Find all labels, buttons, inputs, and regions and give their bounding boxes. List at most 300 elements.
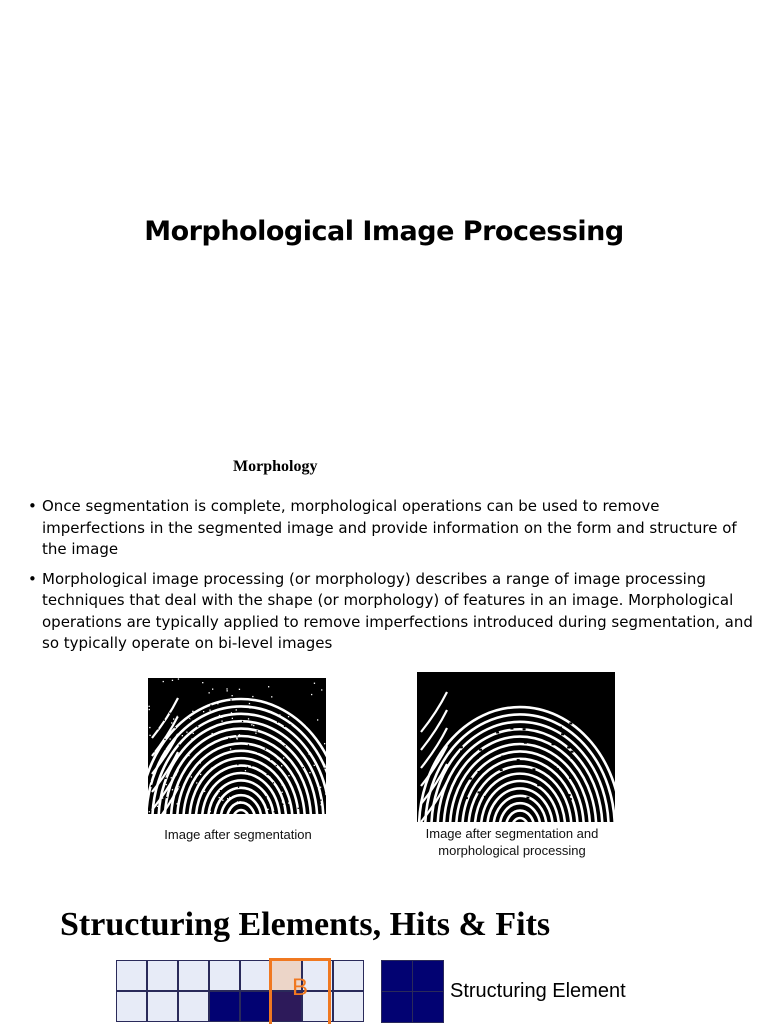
noise-speck bbox=[288, 775, 289, 776]
noise-speck bbox=[193, 733, 194, 734]
noise-speck bbox=[164, 720, 165, 721]
bullet-dot: • bbox=[28, 497, 37, 515]
noise-speck bbox=[253, 725, 254, 726]
ridge-break bbox=[465, 797, 468, 799]
noise-speck bbox=[232, 806, 233, 807]
noise-speck bbox=[283, 691, 284, 692]
noise-speck bbox=[266, 745, 267, 746]
noise-speck bbox=[305, 742, 306, 743]
noise-speck bbox=[149, 709, 150, 710]
ridge-break bbox=[494, 714, 497, 716]
noise-speck bbox=[176, 774, 177, 775]
noise-speck bbox=[221, 717, 222, 718]
caption-line: morphological processing bbox=[438, 843, 586, 858]
noise-speck bbox=[249, 703, 250, 704]
noise-speck bbox=[190, 712, 191, 713]
noise-speck bbox=[248, 774, 249, 775]
noise-speck bbox=[290, 724, 291, 725]
noise-speck bbox=[192, 695, 193, 696]
noise-speck bbox=[239, 689, 240, 690]
noise-speck bbox=[257, 752, 258, 753]
ridge-break bbox=[569, 798, 572, 800]
grid-cell bbox=[116, 960, 147, 991]
noise-speck bbox=[259, 690, 260, 691]
noise-speck bbox=[281, 765, 282, 766]
noise-speck bbox=[232, 738, 233, 739]
noise-speck bbox=[179, 745, 180, 746]
noise-speck bbox=[257, 730, 258, 731]
noise-speck bbox=[168, 723, 169, 724]
noise-speck bbox=[217, 703, 218, 704]
noise-speck bbox=[278, 692, 279, 693]
fingerprint-ridge bbox=[227, 803, 255, 814]
noise-speck bbox=[310, 750, 311, 751]
noise-speck bbox=[322, 702, 323, 703]
noise-speck bbox=[226, 688, 227, 689]
noise-speck bbox=[178, 716, 179, 717]
noise-speck bbox=[196, 782, 197, 783]
noise-speck bbox=[202, 682, 203, 683]
ridge-break bbox=[567, 747, 570, 749]
noise-speck bbox=[283, 757, 284, 758]
noise-speck bbox=[308, 692, 309, 693]
noise-speck bbox=[211, 768, 212, 769]
noise-speck bbox=[193, 698, 194, 699]
noise-speck bbox=[321, 689, 322, 690]
noise-speck bbox=[163, 707, 164, 708]
noise-speck bbox=[231, 712, 232, 713]
ridge-break bbox=[496, 732, 499, 734]
noise-speck bbox=[190, 769, 191, 770]
noise-speck bbox=[208, 754, 209, 755]
noise-speck bbox=[265, 748, 266, 749]
noise-speck bbox=[157, 728, 158, 729]
ridge-break bbox=[526, 797, 529, 799]
grid-cell bbox=[240, 960, 271, 991]
noise-speck bbox=[219, 792, 220, 793]
noise-speck bbox=[264, 697, 265, 698]
noise-speck bbox=[233, 777, 234, 778]
fingerprint-clean-image bbox=[417, 672, 615, 822]
noise-speck bbox=[268, 727, 269, 728]
noise-speck bbox=[172, 700, 173, 701]
noise-speck bbox=[219, 715, 220, 716]
noise-speck bbox=[227, 690, 228, 691]
noise-speck bbox=[243, 750, 244, 751]
ridge-break bbox=[571, 751, 574, 753]
caption-line: Image after segmentation bbox=[164, 827, 312, 842]
ridge-break bbox=[561, 733, 564, 735]
noise-speck bbox=[234, 687, 235, 688]
morphology-heading: Morphology bbox=[233, 458, 318, 475]
noise-speck bbox=[245, 770, 246, 771]
noise-speck bbox=[169, 713, 170, 714]
ridge-break bbox=[521, 717, 524, 719]
noise-speck bbox=[325, 793, 326, 794]
ridge-break bbox=[540, 714, 543, 716]
noise-speck bbox=[280, 750, 281, 751]
fingerprint-ridge bbox=[152, 698, 178, 738]
noise-speck bbox=[236, 735, 237, 736]
fingerprint-ridge bbox=[421, 692, 447, 732]
noise-speck bbox=[191, 701, 192, 702]
structuring-element-cell bbox=[381, 991, 413, 1023]
noise-speck bbox=[204, 791, 205, 792]
noise-speck bbox=[230, 748, 231, 749]
noise-speck bbox=[158, 713, 159, 714]
noise-speck bbox=[171, 777, 172, 778]
ridge-break bbox=[510, 728, 513, 730]
noise-speck bbox=[235, 754, 236, 755]
ridge-break bbox=[532, 768, 535, 770]
structuring-element-cell bbox=[412, 991, 444, 1023]
noise-speck bbox=[173, 718, 174, 719]
noise-speck bbox=[267, 809, 268, 810]
ridge-break bbox=[485, 741, 488, 743]
noise-speck bbox=[261, 767, 262, 768]
noise-speck bbox=[280, 724, 281, 725]
noise-speck bbox=[284, 726, 285, 727]
noise-speck bbox=[210, 811, 211, 812]
noise-speck bbox=[285, 745, 286, 746]
noise-speck bbox=[237, 764, 238, 765]
noise-speck bbox=[236, 709, 237, 710]
grid-cell bbox=[333, 960, 364, 991]
noise-speck bbox=[176, 803, 177, 804]
noise-speck bbox=[245, 723, 246, 724]
noise-speck bbox=[210, 705, 211, 706]
noise-speck bbox=[312, 691, 313, 692]
noise-speck bbox=[288, 802, 289, 803]
noise-speck bbox=[306, 807, 307, 808]
noise-speck bbox=[317, 759, 318, 760]
noise-speck bbox=[192, 720, 193, 721]
noise-speck bbox=[149, 811, 150, 812]
section-heading: Structuring Elements, Hits & Fits bbox=[60, 906, 551, 943]
ridge-break bbox=[569, 777, 572, 779]
noise-speck bbox=[260, 728, 261, 729]
noise-speck bbox=[167, 743, 168, 744]
structuring-element-label: Structuring Element bbox=[450, 980, 626, 1002]
noise-speck bbox=[226, 729, 227, 730]
ridge-break bbox=[535, 735, 538, 737]
noise-speck bbox=[268, 716, 269, 717]
noise-speck bbox=[319, 738, 320, 739]
fingerprint-clean-drawing bbox=[417, 672, 615, 822]
noise-speck bbox=[165, 765, 166, 766]
structuring-element-cell bbox=[412, 960, 444, 992]
noise-speck bbox=[152, 722, 153, 723]
noise-speck bbox=[222, 800, 223, 801]
noise-speck bbox=[312, 701, 313, 702]
noise-speck bbox=[203, 762, 204, 763]
ridge-break bbox=[552, 743, 555, 745]
noise-speck bbox=[162, 804, 163, 805]
noise-speck bbox=[191, 776, 192, 777]
fingerprint-ridge bbox=[506, 811, 534, 822]
grid-cell bbox=[209, 960, 240, 991]
noise-speck bbox=[182, 735, 183, 736]
noise-speck bbox=[163, 687, 164, 688]
noise-speck bbox=[317, 678, 318, 679]
noise-speck bbox=[222, 730, 223, 731]
noise-speck bbox=[320, 804, 321, 805]
noise-speck bbox=[235, 716, 236, 717]
noise-speck bbox=[165, 778, 166, 779]
structuring-element bbox=[381, 960, 445, 1024]
noise-speck bbox=[191, 738, 192, 739]
noise-speck bbox=[151, 786, 152, 787]
noise-speck bbox=[248, 718, 249, 719]
noise-speck bbox=[179, 770, 180, 771]
grid-cell bbox=[178, 960, 209, 991]
noise-speck bbox=[283, 706, 284, 707]
noise-speck bbox=[239, 734, 240, 735]
ridge-break bbox=[501, 756, 504, 758]
noise-speck bbox=[239, 801, 240, 802]
noise-speck bbox=[169, 800, 170, 801]
noise-speck bbox=[172, 789, 173, 790]
ridge-break bbox=[571, 757, 574, 759]
ridge-break bbox=[460, 746, 463, 748]
noise-speck bbox=[290, 696, 291, 697]
grid-cell bbox=[333, 991, 364, 1022]
noise-speck bbox=[306, 725, 307, 726]
noise-speck bbox=[271, 696, 272, 697]
grid-cell bbox=[147, 991, 178, 1022]
noise-speck bbox=[237, 801, 238, 802]
noise-speck bbox=[267, 774, 268, 775]
noise-speck bbox=[180, 688, 181, 689]
noise-speck bbox=[259, 713, 260, 714]
noise-speck bbox=[282, 804, 283, 805]
noise-speck bbox=[164, 739, 165, 740]
noise-speck bbox=[318, 722, 319, 723]
noise-speck bbox=[276, 765, 277, 766]
noise-speck bbox=[269, 776, 270, 777]
fingerprint-ridge bbox=[444, 737, 596, 822]
noise-speck bbox=[160, 735, 161, 736]
noise-speck bbox=[148, 744, 149, 745]
noise-speck bbox=[298, 788, 299, 789]
noise-speck bbox=[186, 732, 187, 733]
noise-speck bbox=[170, 731, 171, 732]
grid-cell bbox=[116, 991, 147, 1022]
noise-speck bbox=[230, 810, 231, 811]
grid-cell bbox=[147, 960, 178, 991]
noise-speck bbox=[200, 774, 201, 775]
figure-caption-2 bbox=[392, 825, 632, 859]
noise-speck bbox=[188, 731, 189, 732]
bullet-text: Morphological image processing (or morphology) describes a range of image processing techniques that deal with the shape (or morphology) of features in an image. Morphological operations are typically applied to remove imperfections introduced during segmentation, and so typically operate on bi-level images bbox=[42, 569, 753, 652]
ridge-break bbox=[500, 769, 503, 771]
noise-speck bbox=[279, 714, 280, 715]
noise-speck bbox=[283, 687, 284, 688]
noise-speck bbox=[237, 738, 238, 739]
noise-speck bbox=[227, 798, 228, 799]
noise-speck bbox=[319, 761, 320, 762]
bullet-list bbox=[28, 496, 758, 663]
noise-speck bbox=[219, 797, 220, 798]
noise-speck bbox=[220, 790, 221, 791]
noise-speck bbox=[304, 708, 305, 709]
ridge-break bbox=[460, 751, 463, 753]
ridge-break bbox=[556, 768, 559, 770]
noise-speck bbox=[250, 802, 251, 803]
noise-speck bbox=[189, 719, 190, 720]
noise-speck bbox=[277, 758, 278, 759]
ridge-break bbox=[479, 749, 482, 751]
noise-speck bbox=[274, 811, 275, 812]
noise-speck bbox=[174, 698, 175, 699]
noise-speck bbox=[265, 688, 266, 689]
noise-speck bbox=[284, 786, 285, 787]
noise-speck bbox=[236, 685, 237, 686]
noise-speck bbox=[149, 735, 150, 736]
noise-speck bbox=[209, 692, 210, 693]
noise-speck bbox=[309, 772, 310, 773]
ridge-break bbox=[478, 771, 481, 773]
noise-speck bbox=[212, 689, 213, 690]
noise-speck bbox=[324, 768, 325, 769]
noise-speck bbox=[296, 702, 297, 703]
noise-speck bbox=[320, 800, 321, 801]
noise-speck bbox=[164, 726, 165, 727]
noise-speck bbox=[311, 694, 312, 695]
figure-caption-1 bbox=[128, 826, 348, 843]
noise-speck bbox=[203, 711, 204, 712]
noise-speck bbox=[162, 798, 163, 799]
noise-speck bbox=[319, 748, 320, 749]
noise-speck bbox=[230, 699, 231, 700]
noise-speck bbox=[320, 787, 321, 788]
noise-speck bbox=[153, 707, 154, 708]
noise-speck bbox=[303, 767, 304, 768]
noise-speck bbox=[230, 796, 231, 797]
noise-speck bbox=[277, 722, 278, 723]
noise-speck bbox=[212, 733, 213, 734]
ridge-break bbox=[469, 778, 472, 780]
noise-speck bbox=[249, 718, 250, 719]
ridge-break bbox=[523, 728, 526, 730]
noise-speck bbox=[157, 806, 158, 807]
noise-speck bbox=[268, 686, 269, 687]
noise-speck bbox=[251, 724, 252, 725]
fingerprint-noisy-drawing bbox=[148, 678, 326, 814]
noise-speck bbox=[269, 804, 270, 805]
noise-speck bbox=[282, 801, 283, 802]
noise-speck bbox=[242, 721, 243, 722]
noise-speck bbox=[270, 759, 271, 760]
noise-speck bbox=[314, 765, 315, 766]
noise-speck bbox=[282, 784, 283, 785]
noise-speck bbox=[288, 716, 289, 717]
noise-speck bbox=[164, 749, 165, 750]
fingerprint-ridge bbox=[165, 729, 317, 814]
grid-cell bbox=[178, 991, 209, 1022]
noise-speck bbox=[170, 738, 171, 739]
ridge-break bbox=[553, 766, 556, 768]
noise-speck bbox=[178, 786, 179, 787]
noise-speck bbox=[150, 781, 151, 782]
noise-speck bbox=[296, 793, 297, 794]
noise-speck bbox=[269, 774, 270, 775]
ridge-break bbox=[537, 784, 540, 786]
noise-speck bbox=[169, 720, 170, 721]
ridge-break bbox=[568, 794, 571, 796]
noise-speck bbox=[172, 680, 173, 681]
noise-speck bbox=[314, 683, 315, 684]
bullet-item bbox=[28, 496, 758, 561]
noise-speck bbox=[273, 754, 274, 755]
noise-speck bbox=[282, 792, 283, 793]
noise-speck bbox=[324, 764, 325, 765]
noise-speck bbox=[280, 740, 281, 741]
noise-speck bbox=[323, 714, 324, 715]
ridge-break bbox=[563, 778, 566, 780]
ridge-break bbox=[484, 796, 487, 798]
ridge-break bbox=[524, 742, 527, 744]
noise-speck bbox=[251, 765, 252, 766]
noise-speck bbox=[221, 721, 222, 722]
noise-speck bbox=[324, 743, 325, 744]
noise-speck bbox=[248, 744, 249, 745]
noise-speck bbox=[178, 678, 179, 679]
noise-speck bbox=[191, 685, 192, 686]
fingerprint-ridge bbox=[512, 818, 528, 822]
noise-speck bbox=[282, 681, 283, 682]
noise-speck bbox=[302, 738, 303, 739]
noise-speck bbox=[255, 733, 256, 734]
noise-speck bbox=[199, 678, 200, 679]
noise-speck bbox=[274, 783, 275, 784]
noise-speck bbox=[228, 690, 229, 691]
ridge-break bbox=[478, 791, 481, 793]
noise-speck bbox=[163, 700, 164, 701]
noise-speck bbox=[149, 727, 150, 728]
noise-speck bbox=[149, 706, 150, 707]
ridge-break bbox=[548, 715, 551, 717]
noise-speck bbox=[175, 727, 176, 728]
noise-speck bbox=[194, 762, 195, 763]
slide-title: Morphological Image Processing bbox=[144, 216, 624, 247]
noise-speck bbox=[232, 751, 233, 752]
noise-speck bbox=[170, 694, 171, 695]
noise-speck bbox=[269, 701, 270, 702]
fingerprint-ridge bbox=[233, 810, 249, 814]
caption-line: Image after segmentation and bbox=[425, 826, 599, 841]
noise-speck bbox=[316, 787, 317, 788]
ridge-break bbox=[559, 727, 562, 729]
noise-speck bbox=[288, 813, 289, 814]
noise-speck bbox=[287, 772, 288, 773]
bullet-dot: • bbox=[28, 569, 37, 588]
noise-speck bbox=[298, 808, 299, 809]
noise-speck bbox=[252, 696, 253, 697]
noise-speck bbox=[149, 762, 150, 763]
grid-cell bbox=[209, 991, 240, 1022]
noise-speck bbox=[165, 758, 166, 759]
noise-speck bbox=[232, 695, 233, 696]
noise-speck bbox=[273, 782, 274, 783]
ridge-break bbox=[569, 722, 572, 724]
noise-speck bbox=[173, 729, 174, 730]
ridge-break bbox=[476, 757, 479, 759]
noise-speck bbox=[221, 771, 222, 772]
noise-speck bbox=[286, 726, 287, 727]
noise-speck bbox=[323, 739, 324, 740]
noise-speck bbox=[317, 719, 318, 720]
